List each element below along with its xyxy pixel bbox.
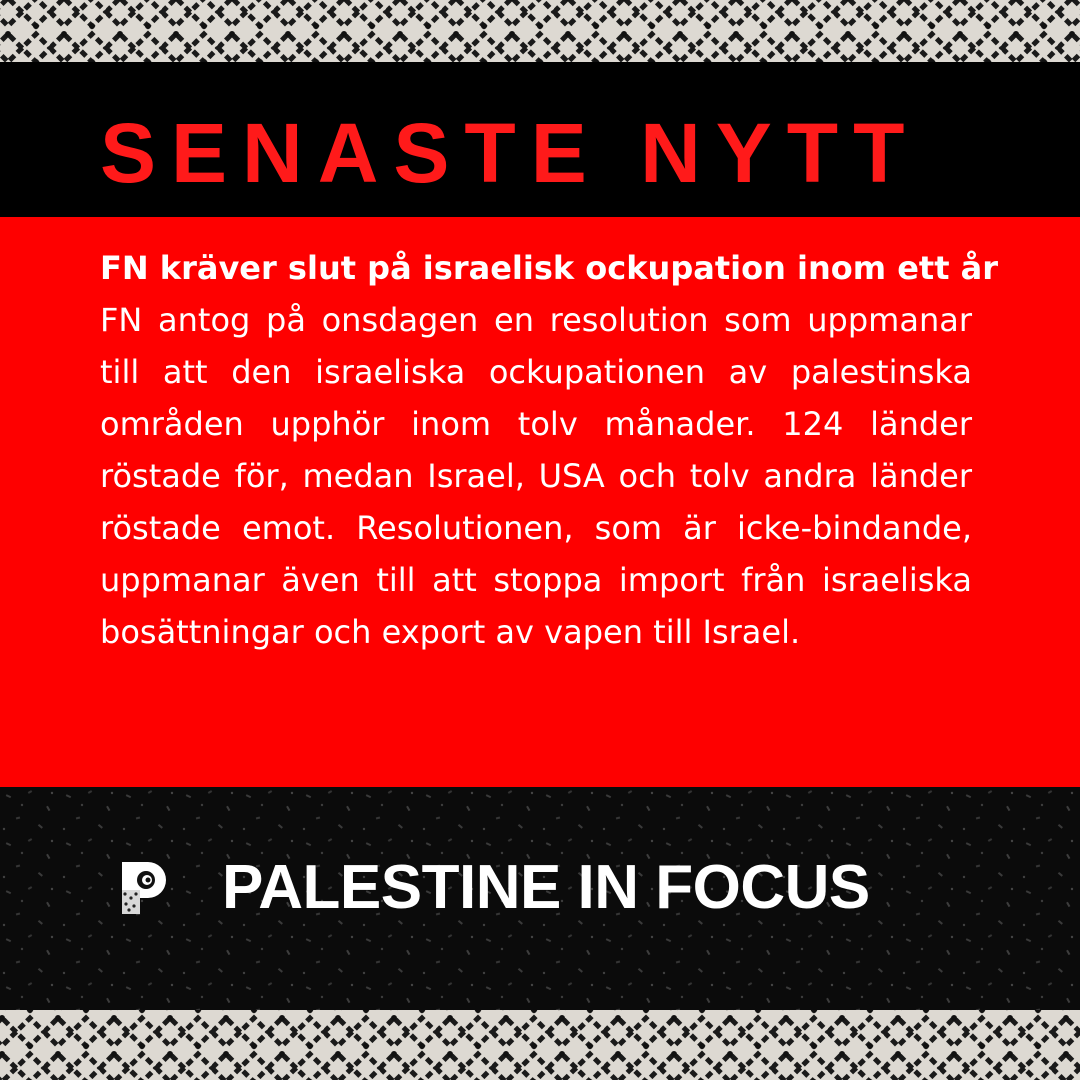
palestine-in-focus-p-logo-icon	[120, 860, 166, 916]
kufiya-pattern-bottom	[0, 1010, 1080, 1080]
kufiya-pattern-graphic	[0, 0, 1080, 62]
brand-name: PALESTINE IN FOCUS	[222, 853, 870, 922]
news-content	[100, 242, 999, 658]
news-body: FN antog på onsdagen en resolution som uppmanar till att den israeliska ockupationen av palestinska områden upphör inom tolv månader. 124 länder röstade för, medan Israel, USA och tolv andra länder röstade emot. Resolutionen, som är icke-bindande, uppmanar även till att stoppa import från israeliska bosättningar och export av vapen till Israel.	[100, 301, 972, 651]
logo-graphic	[120, 860, 166, 916]
news-title: FN kräver slut på israelisk ockupation inom ett år	[100, 249, 999, 287]
headline-senaste-nytt: SENASTE NYTT	[100, 106, 920, 200]
kufiya-pattern-top	[0, 0, 1080, 62]
kufiya-pattern-graphic	[0, 1010, 1080, 1080]
